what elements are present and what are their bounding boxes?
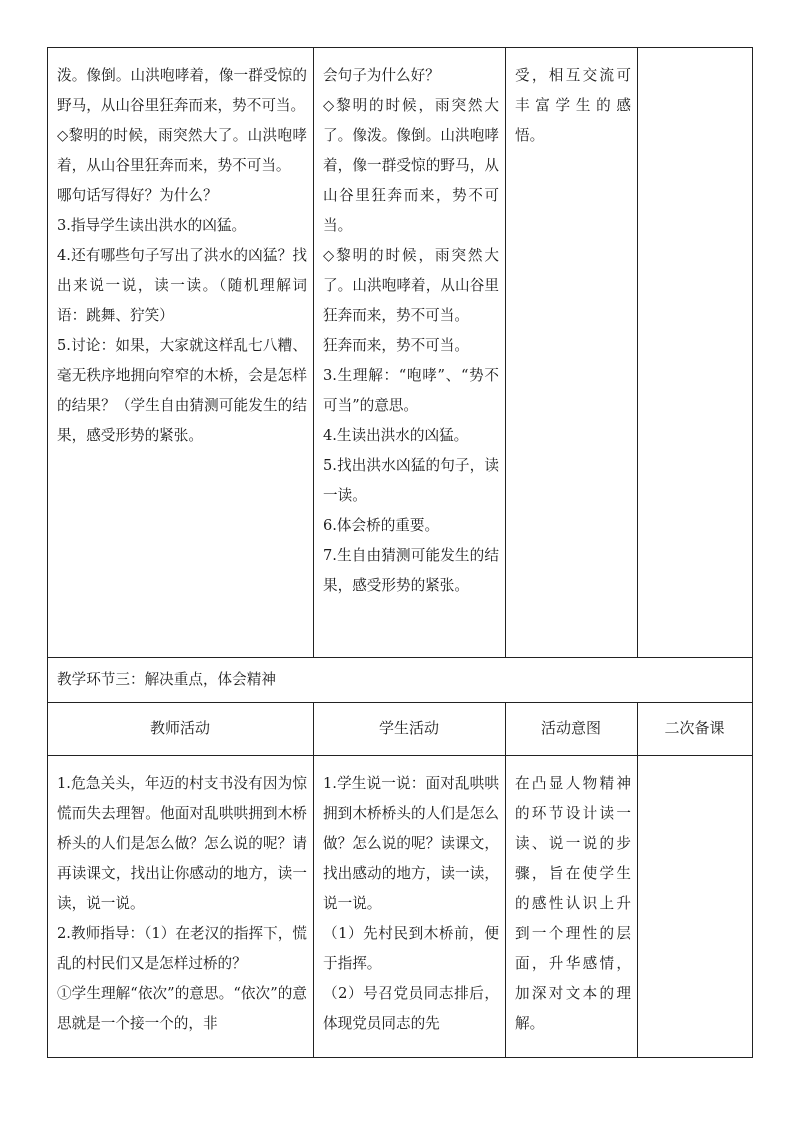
student-activity-paragraph: 5.找出洪水凶猛的句子，读一读。 bbox=[323, 457, 499, 504]
teacher-activity-paragraph: ◇黎明的时候，雨突然大了。山洪咆哮着，从山谷里狂奔而来，势不可当。 bbox=[57, 127, 307, 174]
student-activity-paragraph: 7.生自由猜测可能发生的结果，感受形势的紧张。 bbox=[323, 547, 499, 594]
student-activity-paragraph: 1.学生说一说：面对乱哄哄拥到木桥桥头的人们是怎么做？怎么说的呢？读课文，找出感动的地方，读一读，说一说。 bbox=[323, 775, 499, 912]
section-title: 教学环节三：解决重点，体会精神 bbox=[57, 671, 276, 688]
student-activity-paragraph: 6.体会桥的重要。 bbox=[323, 517, 440, 534]
teacher-activity-cell bbox=[47, 47, 313, 451]
table-rule-bottom bbox=[47, 1057, 753, 1058]
activity-intent-cell bbox=[505, 47, 637, 151]
header-secondary-prep: 二次备课 bbox=[664, 719, 725, 737]
header-activity-intent: 活动意图 bbox=[540, 719, 601, 737]
teacher-activity-paragraph: ①学生理解“依次”的意思。“依次”的意思就是一个接一个的，非 bbox=[57, 985, 307, 1032]
teacher-activity-paragraph: 1.危急关头，年迈的村支书没有因为惊慌而失去理智。他面对乱哄哄拥到木桥桥头的人们是怎么做？怎么说的呢？请再读课文，找出让你感动的地方，读一读，说一说。 bbox=[57, 775, 307, 912]
secondary-prep-cell bbox=[637, 47, 752, 61]
teacher-activity-paragraph: 哪句话写得好？为什么？ bbox=[57, 187, 218, 204]
student-activity-paragraph: ◇黎明的时候，雨突然大了。像泼。像倒。山洪咆哮着，像一群受惊的野马，从山谷里狂奔而来，势不可当。 bbox=[323, 97, 499, 234]
student-activity-paragraph: ◇黎明的时候，雨突然大了。山洪咆哮着，从山谷里狂奔而来，势不可当。 bbox=[323, 247, 499, 324]
teacher-activity-cell bbox=[47, 755, 313, 1039]
student-activity-cell bbox=[313, 755, 505, 1039]
student-activity-paragraph: （2）号召党员同志排后，体现党员同志的先 bbox=[323, 985, 499, 1032]
secondary-prep-cell bbox=[637, 755, 752, 769]
teacher-activity-paragraph: 泼。像倒。山洪咆哮着，像一群受惊的野马，从山谷里狂奔而来，势不可当。 bbox=[57, 67, 307, 114]
teacher-activity-paragraph: 5.讨论：如果，大家就这样乱七八糟、毫无秩序地拥向窄窄的木桥，会是怎样的结果？（学生自由猜测可能发生的结果，感受形势的紧张。 bbox=[57, 337, 307, 444]
student-activity-paragraph: 3.生理解：“咆哮”、“势不可当”的意思。 bbox=[323, 367, 499, 414]
teacher-activity-paragraph: 3.指导学生读出洪水的凶猛。 bbox=[57, 217, 247, 234]
header-student-activity: 学生活动 bbox=[378, 719, 439, 737]
header-teacher-activity: 教师活动 bbox=[149, 719, 210, 737]
table-rule-right bbox=[752, 47, 753, 1058]
activity-intent-paragraph: 受，相互交流可丰富学生的感悟。 bbox=[515, 67, 631, 144]
student-activity-paragraph: 狂奔而来，势不可当。 bbox=[323, 337, 469, 354]
column-divider bbox=[637, 47, 638, 657]
activity-intent-paragraph: 在凸显人物精神的环节设计读一读、说一说的步骤，旨在使学生的感性认识上升到一个理性的层面，升华感情，加深对文本的理解。 bbox=[515, 775, 631, 1032]
student-activity-paragraph: 会句子为什么好？ bbox=[323, 67, 440, 84]
student-activity-paragraph: （1）先村民到木桥前，便于指挥。 bbox=[323, 925, 499, 972]
teacher-activity-paragraph: 4.还有哪些句子写出了洪水的凶猛？找出来说一说，读一读。（随机理解词语：跳舞、狞笑） bbox=[57, 247, 307, 324]
student-activity-paragraph: 4.生读出洪水的凶猛。 bbox=[323, 427, 469, 444]
student-activity-cell bbox=[313, 47, 505, 601]
activity-intent-cell bbox=[505, 755, 637, 1039]
teacher-activity-paragraph: 2.教师指导：（1）在老汉的指挥下，慌乱的村民们又是怎样过桥的？ bbox=[57, 925, 307, 972]
